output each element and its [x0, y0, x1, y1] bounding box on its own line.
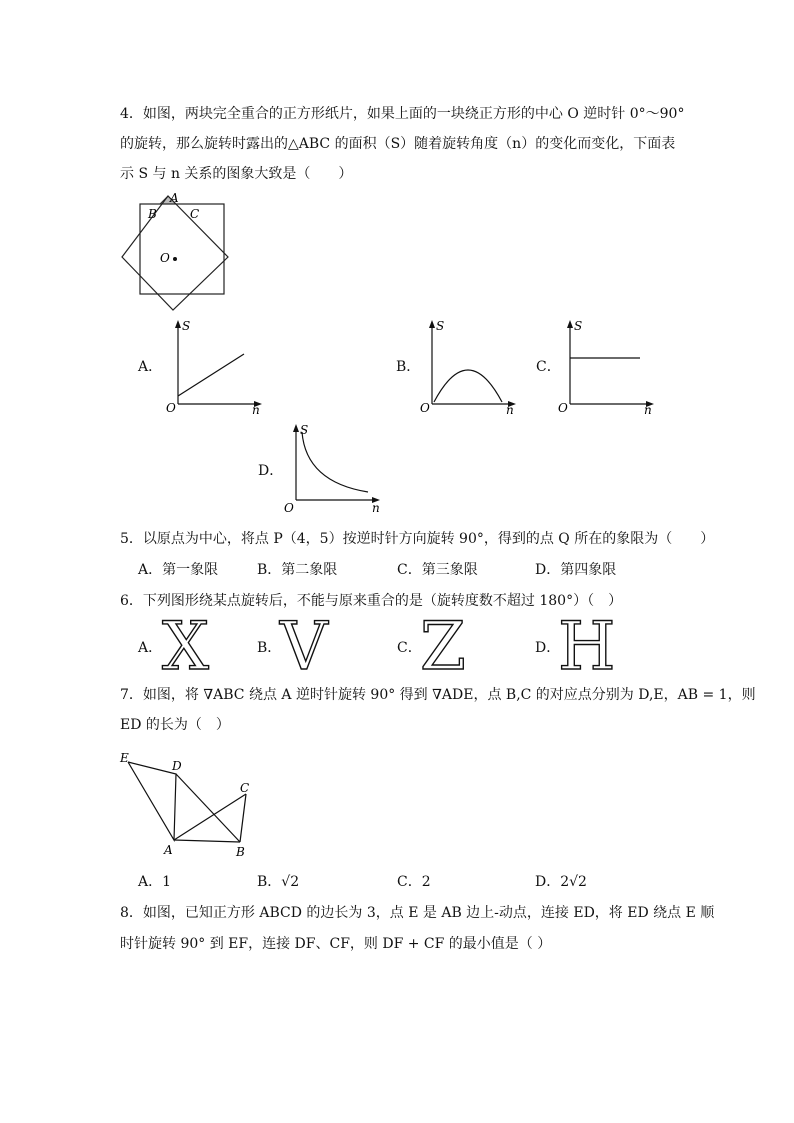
q4-option-d-curve — [302, 432, 368, 492]
q4-option-b-y-label: S — [436, 319, 445, 333]
q4-center-dot — [173, 257, 177, 261]
q7-option-a: A．1 — [138, 874, 172, 890]
q4-line-1: 4．如图，两块完全重合的正方形纸片，如果上面的一块绕正方形的中心 O 逆时针 0°～90° — [120, 106, 685, 122]
q6-option-d-label: D． — [535, 640, 561, 656]
q4-label-c: C — [190, 207, 200, 221]
q6-option-a-label: A． — [138, 640, 163, 656]
q4-option-c-y-label: S — [574, 319, 583, 333]
q7-line-1: 7．如图，将 ∇ABC 绕点 A 逆时针旋转 90° 得到 ∇ADE，点 B,C 的对应点分别为 D,E，AB = 1，则 — [120, 687, 756, 703]
q4-line-3: 示 S 与 n 关系的图象大致是（ ） — [120, 166, 353, 182]
q4-option-a-y-label: S — [182, 319, 191, 333]
q7-triangle-figure — [116, 748, 262, 860]
q4-option-a-origin: O — [166, 401, 176, 415]
q5-option-b: B．第二象限 — [257, 562, 338, 578]
q4-option-a-graph — [162, 316, 268, 416]
q6-text: 6．下列图形绕某点旋转后，不能与原来重合的是（旋转度数不超过 180°）（ ） — [120, 593, 623, 609]
q4-option-d-y-label: S — [300, 423, 309, 437]
q4-option-b-curve — [434, 370, 502, 402]
q5-option-a: A．第一象限 — [138, 562, 219, 578]
q5-option-c: C．第三象限 — [397, 562, 478, 578]
q6-option-d-glyph: H — [558, 608, 616, 685]
q8-line-2: 时针旋转 90° 到 EF，连接 DF、CF，则 DF + CF 的最小值是（ ） — [120, 936, 552, 952]
q4-option-b-origin: O — [420, 401, 430, 415]
q4-option-a-line — [178, 354, 244, 396]
q7-label-b: B — [236, 845, 245, 859]
q7-label-c: C — [240, 781, 250, 795]
q4-option-b-graph — [418, 316, 524, 416]
q7-label-e: E — [120, 751, 129, 765]
q4-label-b: B — [148, 207, 157, 221]
q6-option-b-label: B． — [257, 640, 282, 656]
q4-option-d-origin: O — [284, 501, 294, 515]
q6-option-c-glyph: Z — [420, 608, 466, 685]
q7-option-d: D．2√2 — [535, 874, 587, 890]
q4-option-c-label: C． — [536, 359, 561, 375]
q7-label-a: A — [164, 843, 173, 857]
q5-text: 5．以原点为中心，将点 P（4，5）按逆时针方向旋转 90°，得到的点 Q 所在的象限为（ ） — [120, 531, 715, 547]
q4-square-rotated — [122, 196, 228, 310]
q4-option-b-x-label: n — [506, 403, 514, 416]
q4-option-b-label: B． — [396, 359, 421, 375]
q4-option-a-label: A． — [138, 359, 163, 375]
q4-line-2: 的旋转，那么旋转时露出的△ABC 的面积（S）随着旋转角度（n）的变化而变化，下面表 — [120, 136, 676, 152]
q6-option-b-glyph: V — [280, 608, 328, 685]
q4-option-c-graph — [556, 316, 662, 416]
q4-option-a-x-label: n — [252, 403, 260, 416]
q4-label-a: A — [170, 191, 179, 205]
q4-option-d-graph — [282, 420, 388, 520]
q5-option-d: D．第四象限 — [535, 562, 617, 578]
q4-label-o: O — [160, 251, 170, 265]
q6-option-c-label: C． — [397, 640, 422, 656]
q7-label-d: D — [172, 759, 182, 773]
q4-rotated-squares-figure — [118, 190, 230, 315]
q7-line-2: ED 的长为（ ） — [120, 717, 230, 733]
q4-option-c-origin: O — [558, 401, 568, 415]
q7-option-b: B．√2 — [257, 874, 300, 890]
q7-option-c: C．2 — [397, 874, 431, 890]
q4-option-d-x-label: n — [372, 501, 380, 515]
q4-option-c-x-label: n — [644, 403, 652, 416]
q4-option-d-label: D． — [258, 463, 284, 479]
q8-line-1: 8．如图，已知正方形 ABCD 的边长为 3，点 E 是 AB 边上-动点，连接 ED，将 ED 绕点 E 顺 — [120, 905, 715, 921]
q6-option-a-glyph: X — [162, 608, 209, 685]
